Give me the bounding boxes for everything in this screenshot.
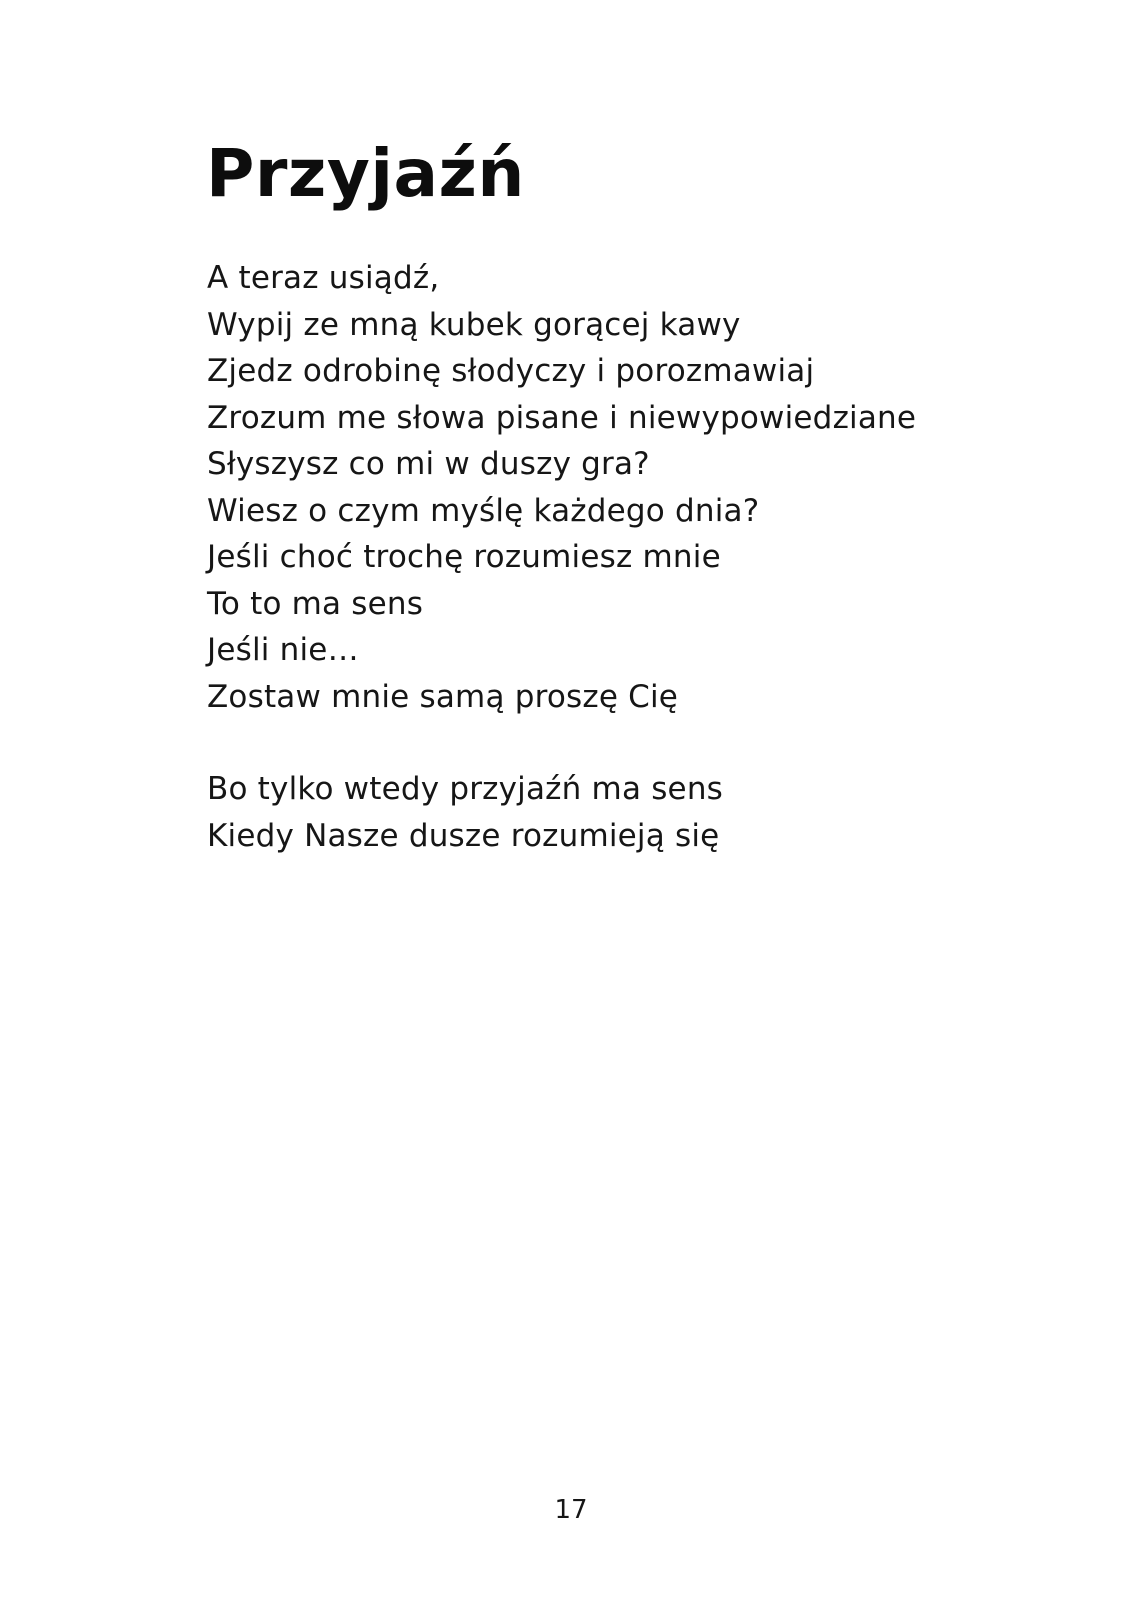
poem-line: Kiedy Nasze dusze rozumieją się (207, 817, 720, 854)
poem-line: Wypij ze mną kubek gorącej kawy (207, 306, 741, 343)
poem-line: Bo tylko wtedy przyjaźń ma sens (207, 771, 724, 807)
poem-line: Wiesz o czym myślę każdego dnia? (207, 492, 760, 529)
poem-line: Jeśli choć trochę rozumiesz mnie (207, 539, 721, 575)
stanza-1 (207, 255, 916, 720)
poem-line: Zrozum me słowa pisane i niewypowiedziane (207, 399, 917, 436)
poem-line: Jeśli nie… (207, 632, 359, 668)
poem-line: Zostaw mnie samą proszę Cię (207, 678, 679, 715)
poem-body (207, 255, 916, 859)
poem-line: A teraz usiądź, (207, 260, 440, 296)
stanza-2 (207, 766, 916, 859)
poem-line: Słyszysz co mi w duszy gra? (207, 446, 650, 482)
poem-line: Zjedz odrobinę słodyczy i porozmawiaj (207, 353, 815, 389)
poem-title: Przyjaźń (206, 135, 525, 212)
poem-line: To to ma sens (207, 585, 424, 622)
page-number: 17 (554, 1495, 588, 1525)
